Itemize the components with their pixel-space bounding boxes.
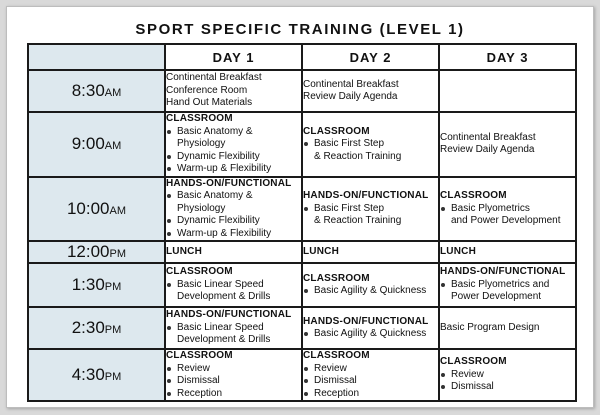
session-line: Continental Breakfast (440, 131, 536, 143)
session-type: CLASSROOM (166, 350, 233, 361)
day-2-session-cell (302, 263, 439, 307)
time-ampm: PM (104, 371, 122, 383)
session-type: HANDS-ON/FUNCTIONAL (303, 315, 429, 327)
session-line: Continental Breakfast (166, 72, 262, 84)
session-item: Basic First Step (303, 138, 438, 151)
day-1-session-cell (165, 70, 302, 112)
day-3-session-cell (439, 177, 576, 242)
day-1-session-cell (165, 349, 302, 401)
session-type: HANDS-ON/FUNCTIONAL (303, 190, 429, 201)
session-item: Reception (303, 388, 438, 401)
day-1-header: DAY 1 (165, 44, 302, 70)
session-line: Hand Out Materials (166, 97, 253, 109)
day-3-session-cell (439, 307, 576, 349)
session-type: CLASSROOM (440, 190, 507, 201)
session-type: HANDS-ON/FUNCTIONAL (440, 266, 566, 278)
day-1-session-cell (165, 112, 302, 177)
session-item: Review (440, 369, 575, 382)
schedule-row (28, 263, 576, 307)
session-type: HANDS-ON/FUNCTIONAL (166, 177, 292, 189)
time-ampm: PM (109, 248, 127, 260)
time-cell (28, 307, 165, 349)
session-item: Basic Linear Speed (166, 279, 301, 292)
day-3-session-cell (439, 241, 576, 263)
time-ampm: AM (104, 87, 122, 99)
session-item-continued: Development & Drills (177, 334, 271, 346)
schedule-row (28, 70, 576, 112)
day-1-session-cell (165, 307, 302, 349)
time-value: 4:30 (71, 365, 105, 384)
schedule-row (28, 307, 576, 349)
time-value: 8:30 (71, 81, 105, 100)
session-item: Basic First Step (303, 203, 438, 216)
day-2-session-cell (302, 349, 439, 401)
session-item: Dismissal (440, 381, 575, 394)
session-line: Review Daily Agenda (440, 144, 535, 156)
session-type: CLASSROOM (303, 350, 370, 361)
time-cell (28, 349, 165, 401)
time-value: 9:00 (71, 134, 105, 154)
session-type: CLASSROOM (166, 113, 233, 124)
session-item: Review (303, 363, 438, 376)
time-cell (28, 241, 165, 263)
session-item: Dynamic Flexibility (166, 215, 301, 228)
day-3-session-cell (439, 349, 576, 401)
session-type: LUNCH (303, 245, 339, 257)
schedule-table (27, 43, 577, 402)
session-item: Basic Plyometrics and (440, 279, 575, 292)
schedule-row (28, 349, 576, 401)
day-3-session-cell (439, 112, 576, 177)
session-item: Basic Anatomy & Physiology (166, 126, 301, 151)
session-item-continued: and Power Development (451, 215, 561, 226)
session-line: Conference Room (166, 84, 248, 96)
time-cell (28, 263, 165, 307)
session-item: Basic Anatomy & Physiology (166, 190, 301, 215)
header-row (28, 44, 576, 70)
session-type: CLASSROOM (440, 356, 507, 368)
time-value: 12:00 (66, 242, 110, 261)
time-ampm: PM (104, 281, 122, 293)
session-item: Warm-up & Flexibility (166, 163, 301, 176)
time-cell (28, 112, 165, 177)
time-ampm: AM (109, 204, 127, 217)
schedule-row (28, 112, 576, 177)
day-1-session-cell (165, 177, 302, 242)
day-2-header: DAY 2 (302, 44, 439, 70)
time-value: 2:30 (71, 318, 105, 337)
session-item: Review (166, 363, 301, 376)
session-type: CLASSROOM (303, 272, 370, 284)
time-ampm: AM (104, 140, 122, 153)
time-value: 1:30 (71, 275, 105, 294)
session-line: Continental Breakfast (303, 78, 399, 90)
session-item: Basic Agility & Quickness (303, 328, 438, 341)
session-item: Dismissal (303, 375, 438, 388)
session-line: Review Daily Agenda (303, 91, 398, 102)
corner-cell (28, 44, 165, 70)
session-type: HANDS-ON/FUNCTIONAL (166, 309, 292, 321)
session-item: Basic Linear Speed (166, 322, 301, 335)
day-3-session-cell (439, 70, 576, 112)
day-3-header: DAY 3 (439, 44, 576, 70)
session-item: Warm-up & Flexibility (166, 228, 301, 241)
session-item-continued: Development & Drills (177, 291, 271, 303)
session-item: Reception (166, 388, 301, 401)
session-item: Basic Agility & Quickness (303, 285, 438, 298)
day-1-session-cell (165, 263, 302, 307)
day-2-session-cell (302, 307, 439, 349)
day-2-session-cell (302, 70, 439, 112)
session-item: Dismissal (166, 375, 301, 388)
time-cell (28, 70, 165, 112)
day-2-session-cell (302, 177, 439, 242)
day-2-session-cell (302, 241, 439, 263)
schedule-title: SPORT SPECIFIC TRAINING (LEVEL 1) (135, 21, 465, 38)
session-type: CLASSROOM (303, 125, 370, 137)
session-line: Basic Program Design (440, 321, 540, 333)
time-cell (28, 177, 165, 242)
day-1-session-cell (165, 241, 302, 263)
day-2-session-cell (302, 112, 439, 177)
schedule-card (6, 6, 594, 408)
session-type: LUNCH (166, 245, 202, 257)
session-item: Basic Plyometrics (440, 203, 575, 216)
day-3-session-cell (439, 263, 576, 307)
schedule-row (28, 177, 576, 242)
session-type: CLASSROOM (166, 266, 233, 278)
session-item-continued: & Reaction Training (314, 215, 402, 226)
session-item: Dynamic Flexibility (166, 151, 301, 164)
time-ampm: PM (104, 324, 122, 336)
session-item-continued: Power Development (451, 291, 542, 303)
schedule-row (28, 241, 576, 263)
time-value: 10:00 (66, 198, 110, 218)
session-item-continued: & Reaction Training (314, 150, 402, 162)
session-type: LUNCH (440, 245, 476, 257)
